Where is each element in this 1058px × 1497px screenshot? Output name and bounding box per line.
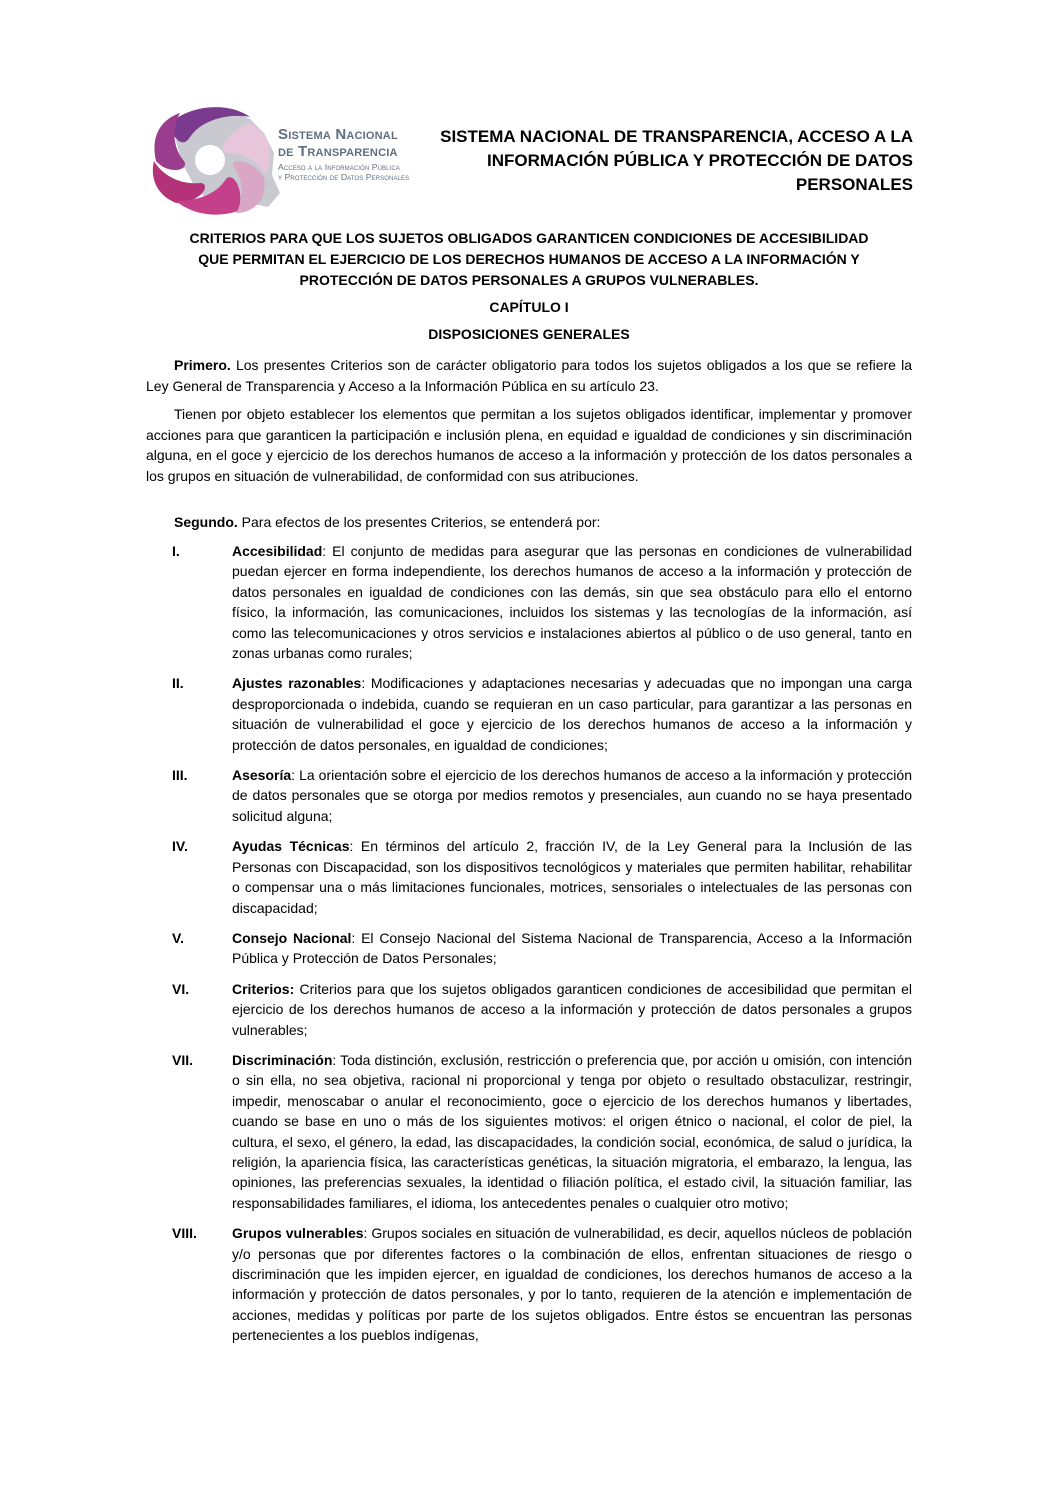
definition-body: : Toda distinción, exclusión, restricción o preferencia que, por acción u omisión, con intención o sin ella, no sea objetiva, racional ni proporcional y tenga por objeto o resultado obstaculizar, restringir, impedir, menoscabar o anular el reconocimiento, goce o ejercicio de los derechos humanos y libertades, cuando se base en uno o más de los siguientes motivos: el origen étnico o nacional, el color de piel, la cultura, el sexo, el género, la edad, las discapacidades, la condición social, económica, de salud o jurídica, la religión, la apariencia física, las características genéticas, la situación migratoria, el embarazo, la lengua, las opiniones, las preferencias sexuales, la identidad o filiación política, el estado civil, la situación familiar, las responsabilidades familiares, el idioma, los antecedentes penales o cualquier otro motivo; xyxy=(232,1051,912,1211)
paragraph-objeto: Tienen por objeto establecer los elementos que permitan a los sujetos obligados identificar, implementar y promover acciones para que garanticen la participación e inclusión plena, en equidad e igualdad de condiciones y sin discriminación alguna, en el goce y ejercicio de los derechos humanos de acceso a la información y protección de los datos personales a los grupos en situación de vulnerabilidad, de conformidad con sus atribuciones. xyxy=(146,406,912,484)
definition-item xyxy=(146,1223,912,1345)
definition-text xyxy=(232,765,912,826)
definition-number: III. xyxy=(172,767,188,784)
organization-title xyxy=(413,125,913,197)
definition-text xyxy=(232,1050,912,1213)
definition-text xyxy=(232,541,912,663)
definition-number: VIII. xyxy=(172,1225,197,1242)
logo-text xyxy=(278,126,418,182)
definition-term: Discriminación xyxy=(232,1051,333,1068)
definition-item xyxy=(146,928,912,969)
definition-number: I. xyxy=(172,543,180,559)
document-title xyxy=(146,228,912,291)
doc-title-line-1: CRITERIOS PARA QUE LOS SUJETOS OBLIGADOS GARANTICEN CONDICIONES DE ACCESIBILIDAD xyxy=(189,230,869,246)
definition-body: : El Consejo Nacional del Sistema Nacional de Transparencia, Acceso a la Información Pública y Protección de Datos Personales; xyxy=(232,929,913,967)
definition-text xyxy=(232,836,912,918)
definition-text xyxy=(232,1223,912,1345)
paragraph-lead: Segundo. xyxy=(174,514,238,530)
chapter-heading: CAPÍTULO I xyxy=(489,299,569,315)
definition-term: Asesoría xyxy=(232,767,292,784)
definition-number: VII. xyxy=(172,1051,194,1068)
definition-number: II. xyxy=(172,675,184,692)
definition-item xyxy=(146,979,912,1040)
definition-text xyxy=(232,979,912,1040)
definition-text xyxy=(232,673,912,755)
paragraph-text: Los presentes Criterios son de carácter obligatorio para todos los sujetos obligados a los que se refiere la Ley General de Transparencia y Acceso a la Información Pública en su artículo 23. xyxy=(146,357,912,394)
definition-term: Accesibilidad xyxy=(232,543,323,559)
logo-line-3: Acceso a la Información Pública xyxy=(278,162,400,172)
definition-body: : Modificaciones y adaptaciones necesarias y adecuadas que no impongan una carga desproporcionada o indebida, cuando se requieran en un caso particular, para garantizar a las personas en situación de vulnerabilidad el goce y ejercicio de los derechos humanos de acceso a la información y protección de datos personales, en igualdad de condiciones; xyxy=(232,675,912,753)
definition-item xyxy=(146,836,912,918)
definition-term: Criterios: xyxy=(232,980,295,997)
definition-text xyxy=(232,928,912,969)
org-title-line-3: PERSONALES xyxy=(795,175,913,194)
chapter-subtitle: DISPOSICIONES GENERALES xyxy=(428,326,630,342)
definition-item xyxy=(146,673,912,755)
doc-title-line-2: QUE PERMITAN EL EJERCICIO DE LOS DERECHOS HUMANOS DE ACCESO A LA INFORMACIÓN Y xyxy=(198,251,860,267)
paragraph-segundo xyxy=(146,512,912,533)
org-title-line-1: SISTEMA NACIONAL DE TRANSPARENCIA, ACCESO A LA xyxy=(440,127,913,146)
definition-body: : Grupos sociales en situación de vulnerabilidad, es decir, aquellos núcleos de población y/o personas que por diferentes factores o la combinación de ellos, enfrentan situaciones de riesgo o discriminación que les impiden ejercer, en igualdad de condiciones, los derechos humanos de acceso a la información y protección de datos personales, y por lo tanto, requieren de la atención e implementación de acciones, medidas y políticas por parte de los sujetos obligados. Entre éstos se encuentran las personas pertenecientes a los pueblos indígenas, xyxy=(232,1225,912,1344)
paragraph-text: Para efectos de los presentes Criterios, se entenderá por: xyxy=(237,514,601,530)
logo-line-2: de Transparencia xyxy=(278,143,398,160)
doc-title-line-3: PROTECCIÓN DE DATOS PERSONALES A GRUPOS VULNERABLES. xyxy=(299,272,759,288)
logo-line-4: y Protección de Datos Personales xyxy=(278,172,410,182)
definition-number: VI. xyxy=(172,980,190,997)
definition-body: : El conjunto de medidas para asegurar que las personas en condiciones de vulnerabilidad puedan ejercer en forma independiente, los derechos humanos de acceso a la información y protección de datos personales en igualdad de condiciones con las demás, sin que sea obstáculo para ello el entorno físico, la información, las comunicaciones, incluidos los sistemas y las tecnologías de la información, así como las telecomunicaciones y otros servicios e instalaciones abiertos al público o de uso general, tanto en zonas urbanas como rurales; xyxy=(232,543,912,662)
definition-item xyxy=(146,765,912,826)
paragraph-primero xyxy=(146,355,912,396)
definition-number: IV. xyxy=(172,838,188,855)
paragraph-lead: Primero. xyxy=(174,357,231,373)
logo-line-1: Sistema Nacional xyxy=(278,126,398,143)
definition-term: Ayudas Técnicas xyxy=(232,838,350,855)
definition-term: Grupos vulnerables xyxy=(232,1225,364,1242)
definition-body: : La orientación sobre el ejercicio de los derechos humanos de acceso a la información y protección de datos personales que se otorga por medios remotos y presenciales, aun cuando no se haya presentado solicitud alguna; xyxy=(232,767,912,824)
definition-number: V. xyxy=(172,929,184,946)
definitions-list xyxy=(146,541,912,1356)
definition-item xyxy=(146,1050,912,1213)
definition-body: : En términos del artículo 2, fracción IV, de la Ley General para la Inclusión de las Personas con Discapacidad, son los dispositivos tecnológicos y materiales que permiten habilitar, rehabilitar o compensar una o más limitaciones funcionales, motrices, sensoriales o intelectuales de las personas con discapacidad; xyxy=(232,838,912,916)
definition-body: Criterios para que los sujetos obligados garanticen condiciones de accesibilidad que permitan el ejercicio de los derechos humanos de acceso a la información y protección de datos personales a grupos vulnerables; xyxy=(232,980,912,1038)
org-title-line-2: INFORMACIÓN PÚBLICA Y PROTECCIÓN DE DATOS xyxy=(487,151,913,170)
definition-item xyxy=(146,541,912,663)
definition-term: Ajustes razonables xyxy=(232,675,362,692)
definition-term: Consejo Nacional xyxy=(232,929,352,946)
